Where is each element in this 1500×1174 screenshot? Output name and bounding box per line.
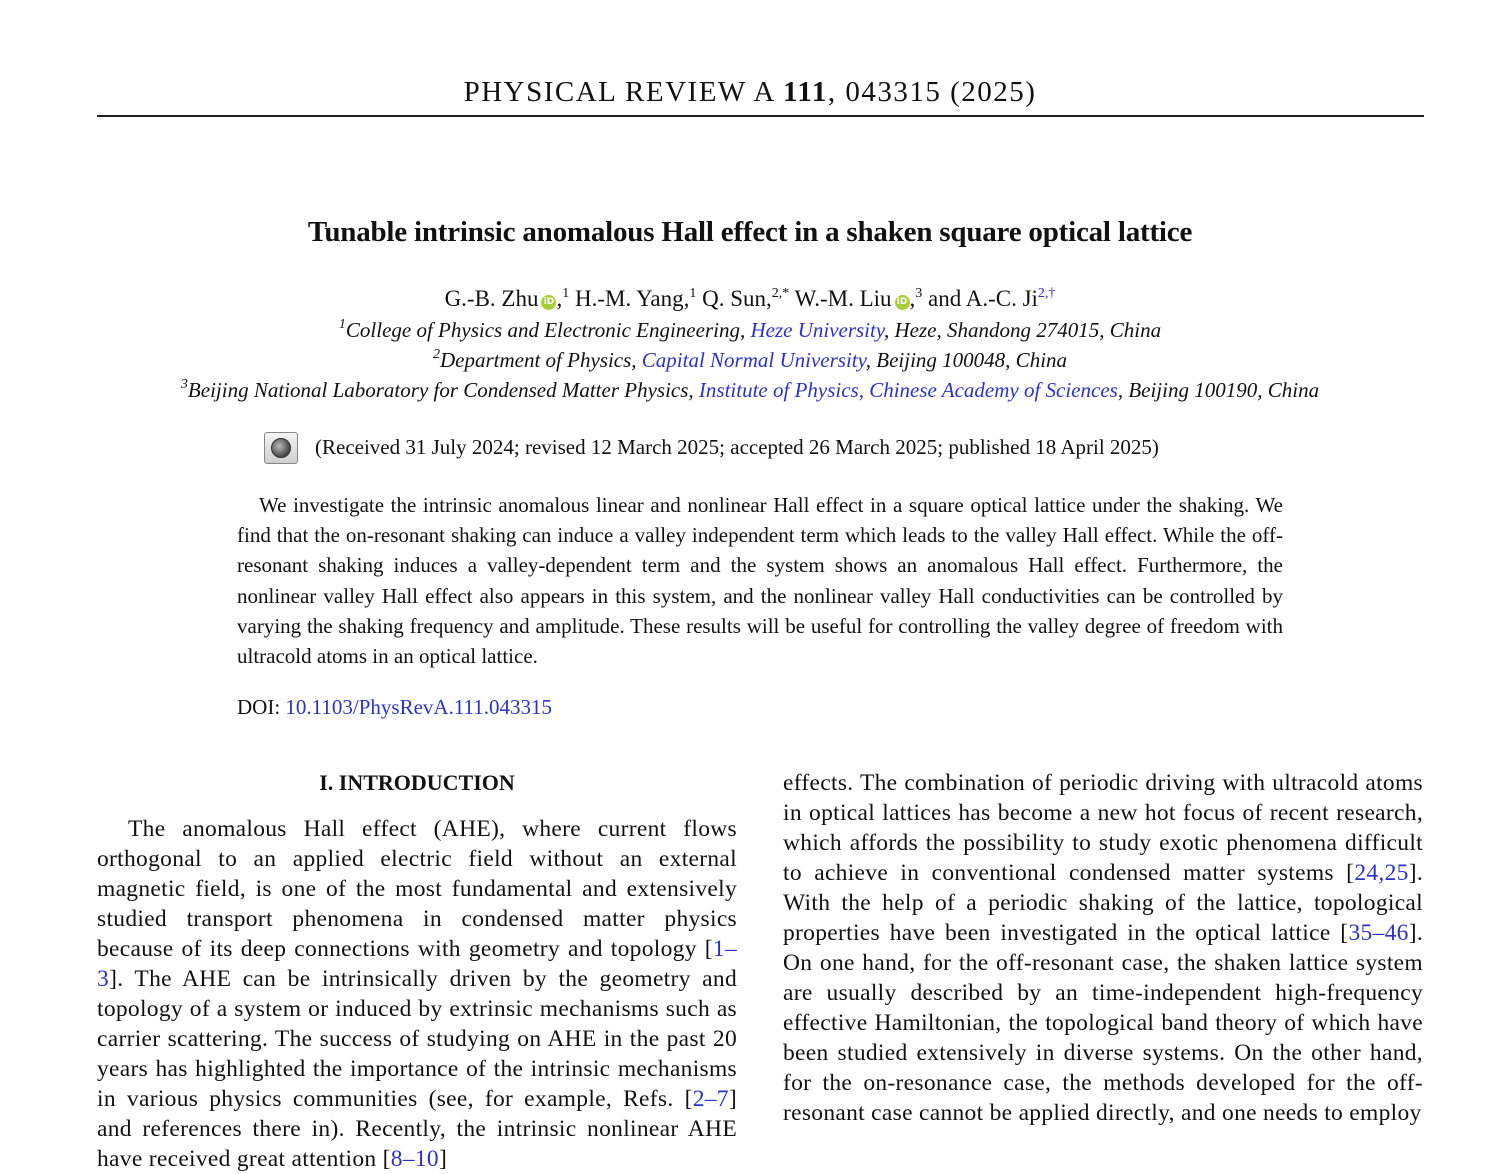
abstract: We investigate the intrinsic anomalous linear and nonlinear Hall effect in a square optical lattice under the shaking. We find that the on-resonant shaking can induce a valley independent term which leads to the valley Hall effect. While the off-resonant shaking induces a valley-dependent term and the system shows an anomalous Hall effect. Furthermore, the nonlinear valley Hall effect also appears in this system, and the nonlinear valley Hall conductivities can be controlled by varying the shaking frequency and amplitude. These results will be useful for controlling the valley degree of freedom with ultracold atoms in an optical lattice. [237,493,1283,669]
author-sup[interactable]: 2,† [1037,286,1056,301]
affiliation-number: 1 [338,317,346,332]
affiliation-text: Beijing National Laboratory for Condensed Matter Physics, [187,378,699,402]
author-name[interactable]: W.-M. Liu [794,286,892,311]
body-text: ] [438,1146,448,1172]
author-name[interactable]: and A.-C. Ji [928,286,1038,311]
affiliation-1 [0,315,1500,345]
affiliation-2 [0,345,1500,375]
doi-line [237,692,552,722]
left-column-text [97,814,737,1174]
affiliation-link[interactable]: Heze University [750,318,885,342]
reference-link[interactable]: 8–10 [390,1146,439,1172]
reference-link[interactable]: 2–7 [692,1086,729,1112]
journal-volume: 111 [783,76,828,108]
author-name[interactable]: G.-B. Zhu [444,286,539,311]
affiliation-link[interactable]: Capital Normal University [641,348,866,372]
header-rule [97,115,1424,117]
paper-title: Tunable intrinsic anomalous Hall effect in a shaken square optical lattice [307,216,1193,248]
author-sup: 2,* [771,286,790,301]
doi-label: DOI: [237,695,286,719]
section-heading: I. INTRODUCTION [319,770,515,795]
journal-name: PHYSICAL REVIEW A [463,76,775,108]
affiliation-text: Department of Physics, [439,348,642,372]
orcid-icon[interactable]: iD [541,295,556,310]
reference-link[interactable]: 24,25 [1354,860,1409,886]
author-sup: 1 [689,286,697,301]
orcid-icon[interactable]: iD [895,295,910,310]
author-name[interactable]: Q. Sun, [702,286,772,311]
author-list: G.-B. Zhu iD,$^1$ H.-M. Yang,$^1$ Q. Sun,$^{2,*}$ W.-M. Liu iD,$^3$ and A.-C. $Ji^{2,\dagger}$ [444,286,1056,311]
author-sup: 1 [562,286,570,301]
affiliation-number: 2 [432,347,440,362]
journal-header [0,72,1500,112]
article-number: , 043315 (2025) [827,76,1037,108]
body-text: effects. The combination of periodic driving with ultracold atoms in optical lattices has become a new hot focus of recent research, which affords the possibility to study exotic phenomena difficult to achieve in conventional condensed matter systems [ [783,770,1423,886]
body-text: The anomalous Hall effect (AHE), where current flows orthogonal to an applied electric field without an external magnetic field, is one of the most fundamental and extensively studied transport phenomena in condensed matter physics because of its deep connections with geometry and topology [ [97,816,737,962]
affiliation-text: College of Physics and Electronic Engineering, [345,318,751,342]
body-text: ]. With the help of a periodic shaking of the lattice, topological properties have been investigated in the optical lattice [ [783,860,1423,946]
reference-link[interactable]: 1–3 [97,936,737,992]
right-column-text [783,768,1423,1128]
affiliation-text: , Beijing 100190, China [1117,378,1320,402]
affiliation-text: , Heze, Shandong 274015, China [884,318,1162,342]
body-text: ]. The AHE can be intrinsically driven by the geometry and topology of a system or induced by extrinsic mechanisms such as carrier scattering. The success of studying on AHE in the past 20 years has highlighted the importance of the intrinsic mechanisms in various physics communities (see, for example, Refs. [ [97,966,737,1112]
reference-link[interactable]: 35–46 [1348,920,1409,946]
author-sup: 3 [915,286,923,301]
affiliation-number: 3 [180,377,188,392]
received-dates: (Received 31 July 2024; revised 12 March 2025; accepted 26 March 2025; published 18 April 2025) [315,435,1159,459]
body-text: ] and references there in). Recently, the intrinsic nonlinear AHE have received great attention [ [97,1086,737,1172]
body-text: ]. On one hand, for the off-resonant case, the shaken lattice system are usually described by an time-independent high-frequency effective Hamiltonian, the topological band theory of which have been studied extensively in diverse systems. On the other hand, for the on-resonance case, the methods developed for the off-resonant case cannot be applied directly, and one needs to employ [783,920,1423,1126]
author-name[interactable]: H.-M. Yang, [574,286,690,311]
check-for-updates-icon[interactable] [264,432,298,464]
affiliation-text: , Beijing 100048, China [865,348,1068,372]
affiliation-link[interactable]: Institute of Physics, Chinese Academy of Sciences [698,378,1118,402]
doi-link[interactable]: 10.1103/PhysRevA.111.043315 [285,695,553,719]
affiliation-3 [0,375,1500,405]
